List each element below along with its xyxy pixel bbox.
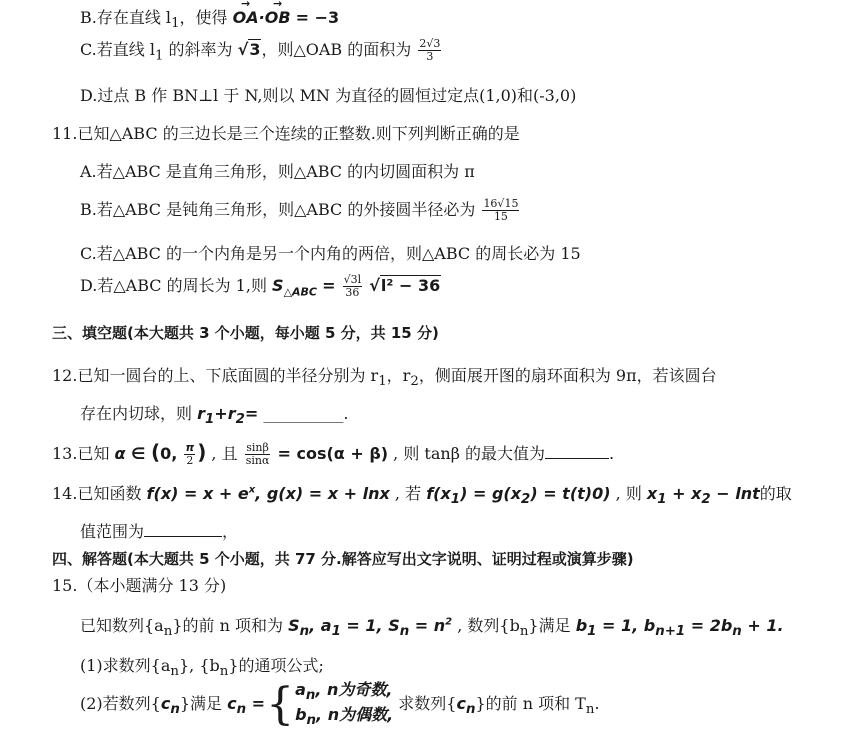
- q12-line1: 12.已知一圆台的上、下底面圆的半径分别为 $r_1$，$r_2$，侧面展开图的扇环面积为 9π，若该圆台: [52, 366, 717, 390]
- fraction-radius: $\frac{16√15}{15}$: [483, 197, 519, 224]
- q12-answer-blank: __________: [263, 404, 344, 423]
- q13-answer-blank: [545, 444, 609, 459]
- q12-line2: 存在内切球，则 $r_1+r_2=$ __________.: [80, 404, 349, 428]
- q10-option-c: C.若直线 $l_1$ 的斜率为 √3，则△OAB 的面积为 $\frac{2√3}{3}$: [80, 37, 441, 64]
- q11-option-a: A.若△ABC 是直角三角形，则△ABC 的内切圆面积为 π: [80, 162, 475, 181]
- vector-ob: → OB: [265, 8, 291, 28]
- piecewise-cases: $a_n$, n为奇数, $b_n$, n为偶数,: [295, 680, 394, 728]
- q15-stem: 已知数列$\{a_n\}$的前 n 项和为 $S_n$, $a_1 = 1$, $S_n = n^2$ , 数列$\{b_n\}$满足 $b_1 = 1$, $b_{n+1} = 2b_n + 1$.: [80, 616, 784, 640]
- section-answer-heading: 四、解答题(本大题共 5 个小题，共 77 分.解答应写出文字说明、证明过程或演算步骤): [52, 550, 634, 568]
- q13-line: 13.已知 α ∈ (0, $\frac{\pi}{2}$ ) , 且 $\frac{\sin\beta}{\sin\alpha}$ = cos(α + β) , 则 tanβ 的最大值为 .: [52, 440, 615, 467]
- section-fill-in-heading: 三、填空题(本大题共 3 个小题，每小题 5 分，共 15 分): [52, 324, 439, 342]
- piecewise-brace: {: [266, 678, 295, 730]
- q11-stem: 11.已知△ABC 的三边长是三个连续的正整数.则下列判断正确的是: [52, 124, 520, 143]
- q14-answer-blank: [144, 522, 222, 537]
- q11-option-d: D.若△ABC 的周长为 1,则 $S_{\triangle ABC}$ = $\frac{√3l}{36}$ √l² − 36: [80, 273, 441, 300]
- q11-option-c: C.若△ABC 的一个内角是另一个内角的两倍，则△ABC 的周长必为 15: [80, 244, 581, 263]
- vector-oa: → OA: [233, 8, 259, 28]
- q14-line2: 值范围为 ，: [80, 522, 239, 541]
- q15-title: 15.（本小题满分 13 分): [52, 576, 227, 595]
- q15-part2: (2)若数列$\{c_n\}$满足 $c_n$ ={ $a_n$, n为奇数, $b_n$, n为偶数, 求数列$\{c_n\}$的前 n 项和 $T_n$.: [80, 678, 600, 730]
- q14-line1: 14.已知函数 $f(x) = x + e^x$, g(x) = x + lnx , 若 $f(x_1) = g(x_2) = t(t)0$) , 则 $x_1 + x_2 - \ln t$的取: [52, 484, 792, 508]
- fraction-coefficient: $\frac{√3l}{36}$: [343, 273, 362, 300]
- q10-option-d: D.过点 B 作 BN⊥l 于 N,则以 MN 为直径的圆恒过定点(1,0)和(-3,0): [80, 86, 577, 105]
- q15-part1: (1)求数列$\{a_n\}$, $\{b_n\}$的通项公式;: [80, 656, 324, 680]
- q10-option-b: B.存在直线 $l_1$，使得 → OA·→ OB = −3: [80, 8, 339, 33]
- q11-option-b: B.若△ABC 是钝角三角形，则△ABC 的外接圆半径必为 $\frac{16√15}{15}$: [80, 197, 519, 224]
- fraction-area: $\frac{2√3}{3}$: [419, 37, 441, 64]
